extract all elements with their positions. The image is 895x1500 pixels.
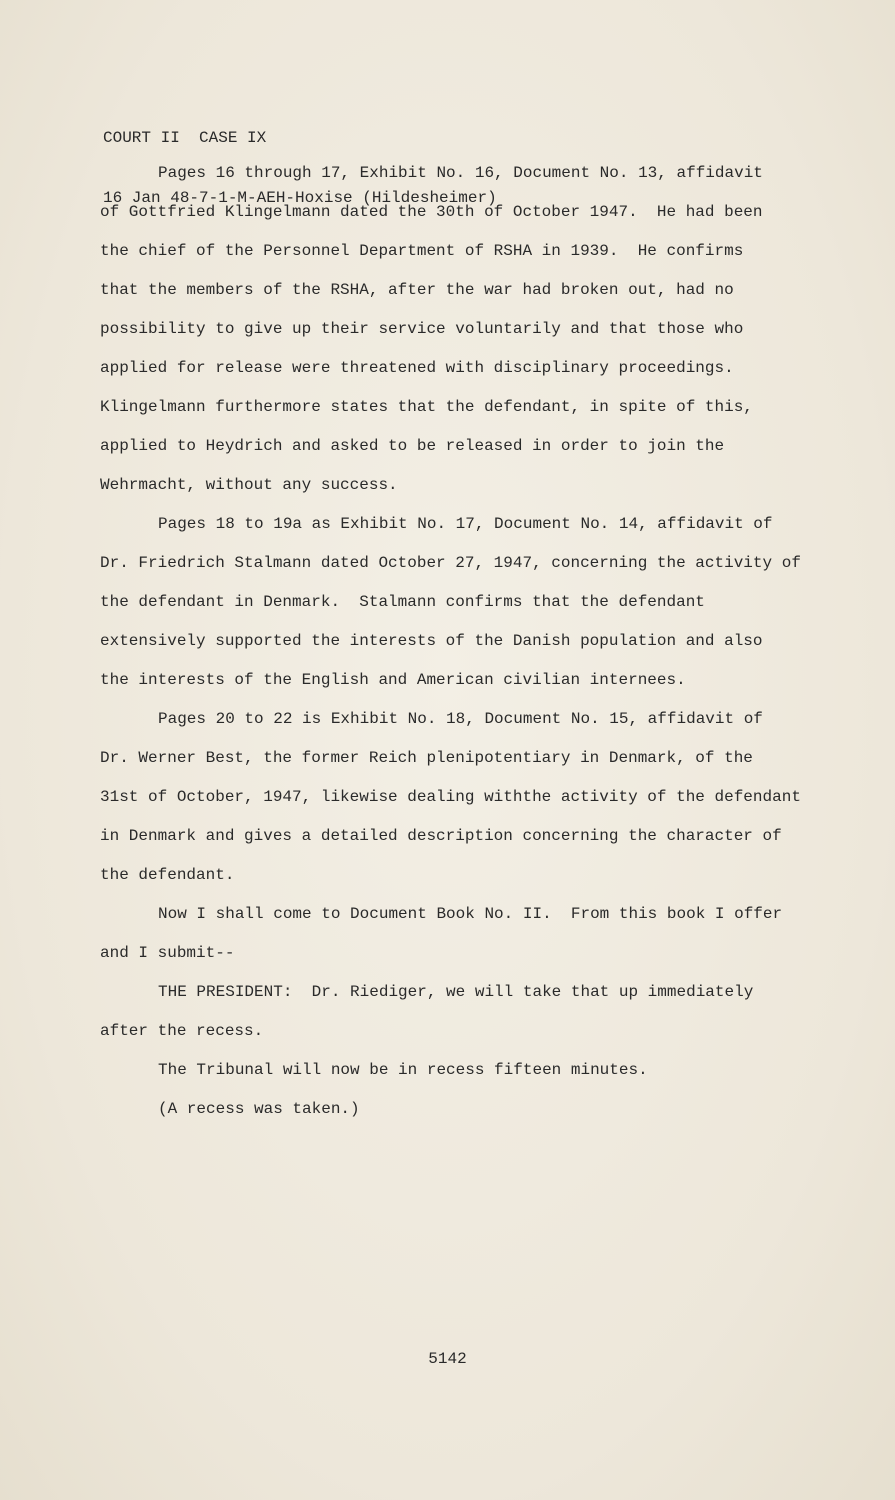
text-line: Now I shall come to Document Book No. II. From this book I offer: [158, 905, 783, 923]
text-line: The Tribunal will now be in recess fifteen minutes.: [158, 1061, 648, 1079]
text-line: and I submit--: [100, 944, 235, 962]
text-line: applied to Heydrich and asked to be released in order to join the: [100, 437, 725, 455]
text-line: extensively supported the interests of the Danish population and also: [100, 632, 763, 650]
text-line: that the members of the RSHA, after the war had broken out, had no: [100, 281, 734, 299]
text-line: Dr. Werner Best, the former Reich plenipotentiary in Denmark, of the: [100, 749, 753, 767]
page-number: 5142: [428, 1350, 467, 1368]
text-line: Pages 16 through 17, Exhibit No. 16, Document No. 13, affidavit: [158, 164, 763, 182]
text-line: possibility to give up their service voluntarily and that those who: [100, 320, 744, 338]
text-line: Wehrmacht, without any success.: [100, 476, 398, 494]
text-line: in Denmark and gives a detailed description concerning the character of: [100, 827, 782, 845]
text-line: applied for release were threatened with disciplinary proceedings.: [100, 359, 734, 377]
session-reference: 16 Jan 48-7-1-M-AEH-Hoxise (Hildesheimer): [103, 189, 497, 207]
text-line: of Gottfried Klingelmann dated the 30th of October 1947. He had been: [100, 203, 763, 221]
text-line: the defendant.: [100, 866, 235, 884]
text-line: Pages 20 to 22 is Exhibit No. 18, Document No. 15, affidavit of: [158, 710, 763, 728]
text-line: 31st of October, 1947, likewise dealing withthe activity of the defendant: [100, 788, 801, 806]
case-heading: COURT II CASE IX: [103, 129, 267, 147]
text-line: the defendant in Denmark. Stalmann confirms that the defendant: [100, 593, 705, 611]
text-line: the chief of the Personnel Department of RSHA in 1939. He confirms: [100, 242, 744, 260]
text-line: after the recess.: [100, 1022, 264, 1040]
transcript-body: [100, 160, 815, 1135]
text-line: Dr. Friedrich Stalmann dated October 27, 1947, concerning the activity of: [100, 554, 801, 572]
text-line: the interests of the English and American civilian internees.: [100, 671, 686, 689]
text-line: (A recess was taken.): [158, 1100, 360, 1118]
text-line: THE PRESIDENT: Dr. Riediger, we will take that up immediately: [158, 983, 754, 1001]
text-line: Pages 18 to 19a as Exhibit No. 17, Document No. 14, affidavit of: [158, 515, 773, 533]
text-line: Klingelmann furthermore states that the defendant, in spite of this,: [100, 398, 753, 416]
